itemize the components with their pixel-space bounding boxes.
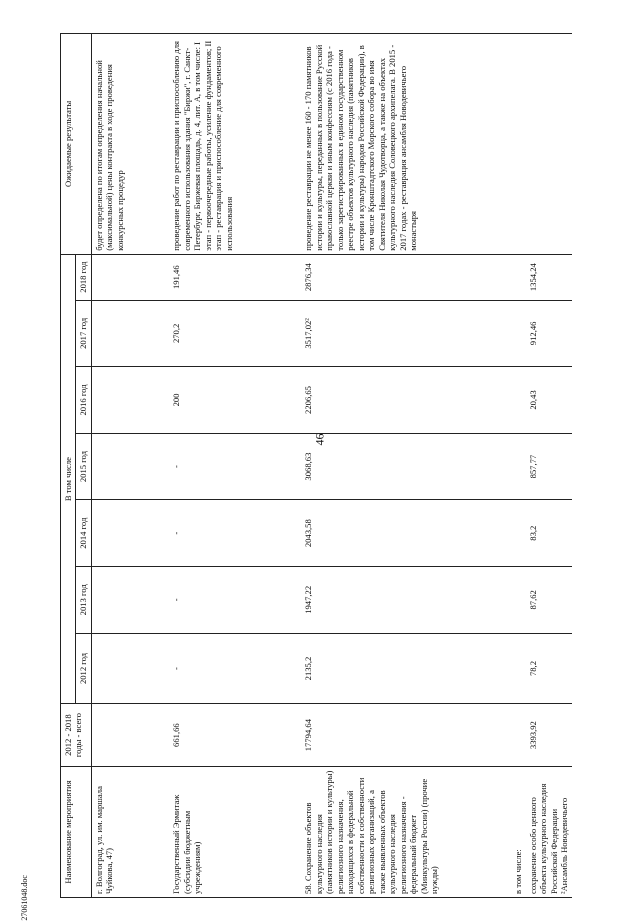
table-row bbox=[511, 34, 525, 898]
table-row bbox=[169, 34, 301, 898]
rotated-table-sheet bbox=[60, 3, 575, 898]
header-year: 2012 год bbox=[76, 633, 91, 704]
row-result: проведение реставрации не менее 160 - 170 памятников истории и культуры, переданных в пользование Русской православной церкви и иным конфессиям (с 2016 года - только зарегистрированных в едином государственном реестре объектов культурного наследия (памятников истории и культуры) народов Российской Федерации), в том числе Кронштадтского Морского собора во имя Святителя Николая Чудотворца, а также на объектах культурного наследия Соловецкого архипелага. В 2015 - 2017 годах - реставрация ансамбля Новодевичьего монастыря bbox=[301, 34, 511, 255]
row-value: - bbox=[169, 500, 301, 567]
row-value: 3068,63 bbox=[301, 433, 511, 500]
row-result: будет определена по итогам определения начальной (максимальной) цены контракта в ходе проведения конкурсных процедур bbox=[91, 34, 169, 255]
row-name: сохранение особо ценного объекта культурного наследия Российской Федерации ²Ансамбль Новодевичьего bbox=[526, 766, 572, 897]
row-value: 83,2 bbox=[526, 500, 572, 567]
header-year: 2018 год bbox=[76, 254, 91, 300]
row-value bbox=[91, 433, 169, 500]
row-value: - bbox=[169, 433, 301, 500]
header-year: 2014 год bbox=[76, 500, 91, 567]
row-name: г. Волгоград, ул. им. маршала Чуйкова, 47) bbox=[91, 766, 169, 897]
row-value: 87,62 bbox=[526, 567, 572, 634]
table-row bbox=[91, 34, 169, 898]
header-year: 2013 год bbox=[76, 567, 91, 634]
header-incl: В том числе bbox=[61, 254, 76, 704]
header-year: 2017 год bbox=[76, 300, 91, 367]
row-value: 912,46 bbox=[526, 300, 572, 367]
table-row bbox=[301, 34, 511, 898]
row-value bbox=[91, 633, 169, 704]
table-row bbox=[526, 34, 572, 898]
row-total: 3393,92 bbox=[526, 704, 572, 766]
row-result: проведение работ по реставрации и приспособлению для современного использования здания "Биржи", г. Санкт-Петербург, Биржевая площадь, д. 4, лит. А, в том числе: I этап - первоочередные работы, усиление фундаментов; II этап - реставрация и приспособление для современного использования bbox=[169, 34, 301, 255]
row-value: 2206,65 bbox=[301, 367, 511, 434]
row-value: - bbox=[169, 633, 301, 704]
row-value: 2876,34 bbox=[301, 254, 511, 300]
row-name: Государственный Эрмитаж (субсидии бюджетным учреждениям) bbox=[169, 766, 301, 897]
row-value bbox=[91, 300, 169, 367]
row-value: 1947,22 bbox=[301, 567, 511, 634]
row-value: 200 bbox=[169, 367, 301, 434]
row-value bbox=[91, 567, 169, 634]
row-value: 2043,58 bbox=[301, 500, 511, 567]
row-value: 2135,2 bbox=[301, 633, 511, 704]
row-name: в том числе: bbox=[511, 766, 525, 897]
header-year: 2016 год bbox=[76, 367, 91, 434]
row-value: - bbox=[169, 567, 301, 634]
header-year: 2015 год bbox=[76, 433, 91, 500]
row-value: 270,2 bbox=[169, 300, 301, 367]
row-value: 1354,24 bbox=[526, 254, 572, 300]
row-value: 857,77 bbox=[526, 433, 572, 500]
row-total: 17794,64 bbox=[301, 704, 511, 766]
header-total: 2012 - 2018 годы - всего bbox=[61, 704, 92, 766]
row-value bbox=[91, 254, 169, 300]
row-total: 661,66 bbox=[169, 704, 301, 766]
row-total bbox=[91, 704, 169, 766]
row-value: 20,43 bbox=[526, 367, 572, 434]
footer-file-code: 27061048.doc bbox=[20, 875, 29, 921]
row-value: 78,2 bbox=[526, 633, 572, 704]
row-value bbox=[91, 500, 169, 567]
row-value: 3517,02² bbox=[301, 300, 511, 367]
page-number: 46 bbox=[312, 433, 327, 446]
header-name: Наименование мероприятия bbox=[61, 766, 92, 897]
row-result bbox=[526, 34, 572, 255]
row-name: 58. Сохранение объектов культурного наследия (памятников истории и культуры) религиозного назначения, находящихся в федеральной собственности и собственности религиозных организаций, а также выявленных объектов культурного наследия религиозного назначения - федеральный бюджет (Минкультуры России) (прочие нужды) bbox=[301, 766, 511, 897]
header-result: Ожидаемые результаты bbox=[61, 34, 92, 255]
row-value bbox=[91, 367, 169, 434]
row-value: 191,46 bbox=[169, 254, 301, 300]
budget-table bbox=[60, 33, 572, 898]
